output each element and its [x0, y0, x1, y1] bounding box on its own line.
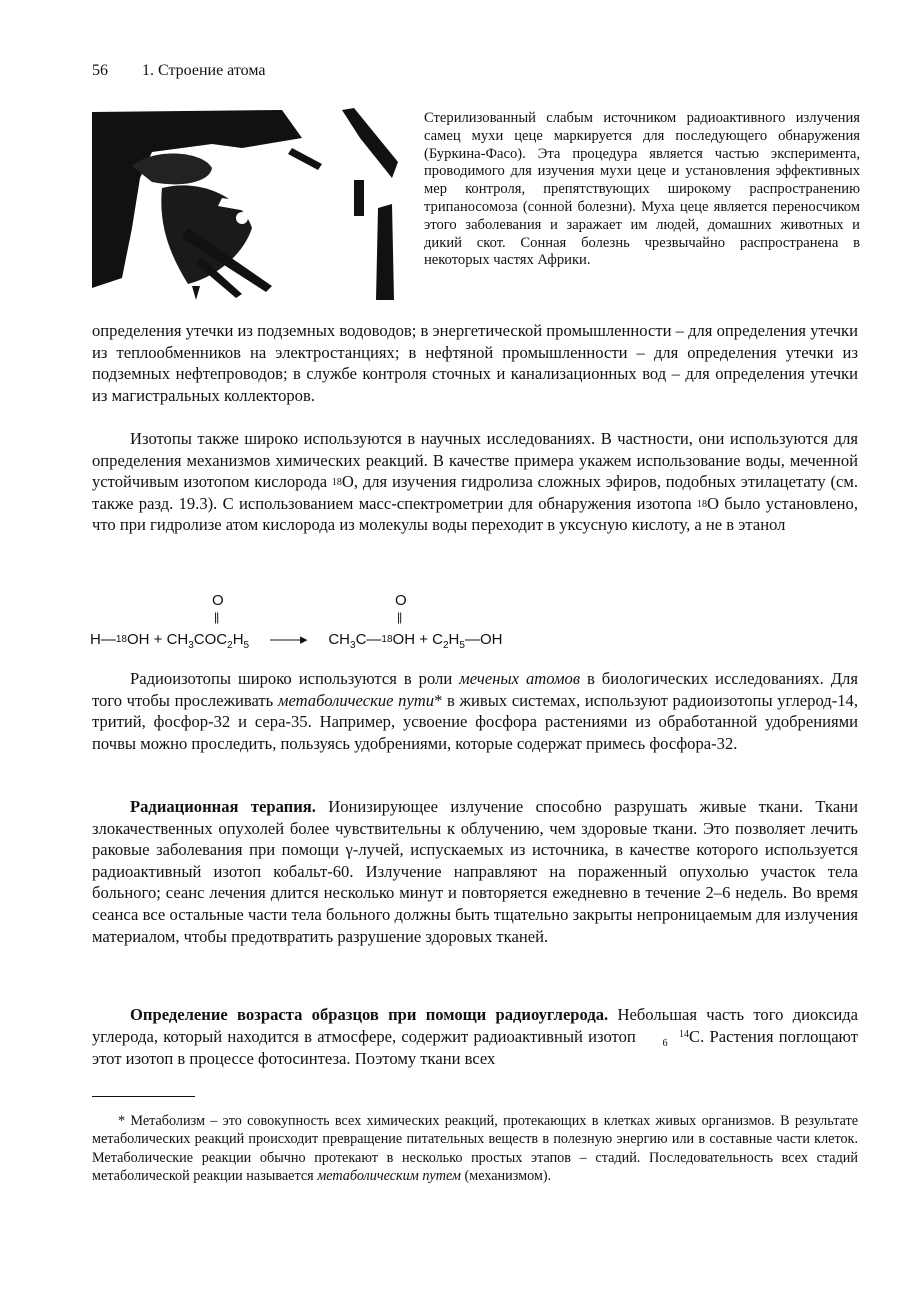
paragraph-radiation-therapy: Радиационная терапия. Ионизирующее излучение способно разрушать живые ткани. Ткани злокачественных опухолей более чувствительны к облучению, чем здоровые ткани. Это позволяет лечить раковые заболевания при помощи γ-лучей, испускаемых из источника, в качестве которого используется радиоактивный изотоп кобальт-60. Излучение направляют на пораженный опухолью участок тела больного; сеанс лечения длится несколько минут и повторяется ежедневно в течение 2–6 недель. Во время сеанса все остальные части тела больного должны быть тщательно закрыты непроницаемым для излучения материалом, чтобы предотвратить разрушение здоровых тканей. — [92, 797, 858, 946]
footnote-rule — [92, 1096, 195, 1097]
paragraph-radioisotopes-biology: Радиоизотопы широко используются в роли меченых атомов в биологических исследованиях. Для того чтобы прослеживать метаболические пути* в живых системах, используют радиоизотопы углерод-14, тритий, фосфор-32 и сера-35. Например, усвоение фосфора растениями из обработанной удобрениями почвы можно проследить, пользуясь удобрениями, которые содержат примесь фосфора-32. — [92, 669, 858, 753]
page-header — [92, 62, 265, 80]
chapter-title: 1. Строение атома — [142, 62, 266, 79]
equation-line: H—$^{18}$OH + $CH_3COC_2H_5$ ——▸ $CH_3C—^{18}OH$ + $C_2H_5—OH$ — [90, 631, 503, 651]
reaction-arrow: ——▸ — [269, 631, 308, 648]
section-heading-radiation-therapy: Радиационная терапия. — [130, 797, 316, 816]
carbonyl-oxygen-2: O — [395, 592, 407, 609]
carbonyl-oxygen-1: O — [212, 592, 224, 609]
double-bond-2: || — [397, 610, 402, 624]
photo-caption: Стерилизованный слабым источником радиоактивного излучения самец мухи цеце маркируется для последующего обнаружения (Буркина-Фасо). Эта процедура является частью эксперимента, проводимого для изучения мухи цеце и установления эффективных мер контроля, препятствующих широкому распространению трипаносомоза (сонной болезни). Муха цеце является переносчиком этого заболевания и заражает им людей, домашних животных и дикий скот. Сонная болезнь чрезвычайно распространена в некоторых частях Африки. — [424, 110, 860, 269]
paragraph-radiocarbon-dating: Определение возраста образцов при помощи радиоуглерода. Небольшая часть того диоксида углерода, который находится в атмосфере, содержит радиоактивный изотоп 14 6 C. Растения поглощают этот изотоп в процессе фотосинтеза. Поэтому ткани всех — [92, 1005, 859, 1068]
paragraph-leak-detection: определения утечки из подземных водоводов; в энергетической промышленности – для определения утечки из теплообменников на электростанциях; в нефтяной промышленности – для определения утечки из подземных нефтепроводов; в службе контроля сточных и канализационных вод – для определения утечки из магистральных коллекторов. — [92, 321, 858, 405]
section-heading-radiocarbon-dating: Определение возраста образцов при помощи радиоуглерода. — [130, 1005, 609, 1024]
page-number: 56 — [92, 62, 108, 79]
tsetse-fly-photo — [92, 108, 400, 300]
hydrolysis-equation — [90, 592, 610, 652]
paragraph-isotopes-research: Изотопы также широко используются в научных исследованиях. В частности, они используются для определения механизмов химических реакций. В качестве примера укажем использование воды, меченной устойчивым изотопом кислорода $^{18}$O, для изучения гидролиза сложных эфиров, подобных этилацетату (см. также разд. 19.3). С использованием масс-спектрометрии для обнаружения изотопа $^{18}$O было установлено, что при гидролизе атом кислорода из молекулы воды переходит в уксусную кислоту, а не в этанол — [92, 429, 858, 535]
footnote: * Метаболизм – это совокупность всех химических реакций, протекающих в клетках живых организмов. В результате метаболических реакций происходит превращение питательных веществ в полезную энергию или в составные части клеток. Метаболические реакции обычно протекают в несколько простых этапов – стадий. Последовательность всех стадий метаболической реакции называется метаболическим путем (механизмом). — [92, 1113, 858, 1185]
double-bond-1: || — [214, 610, 219, 624]
